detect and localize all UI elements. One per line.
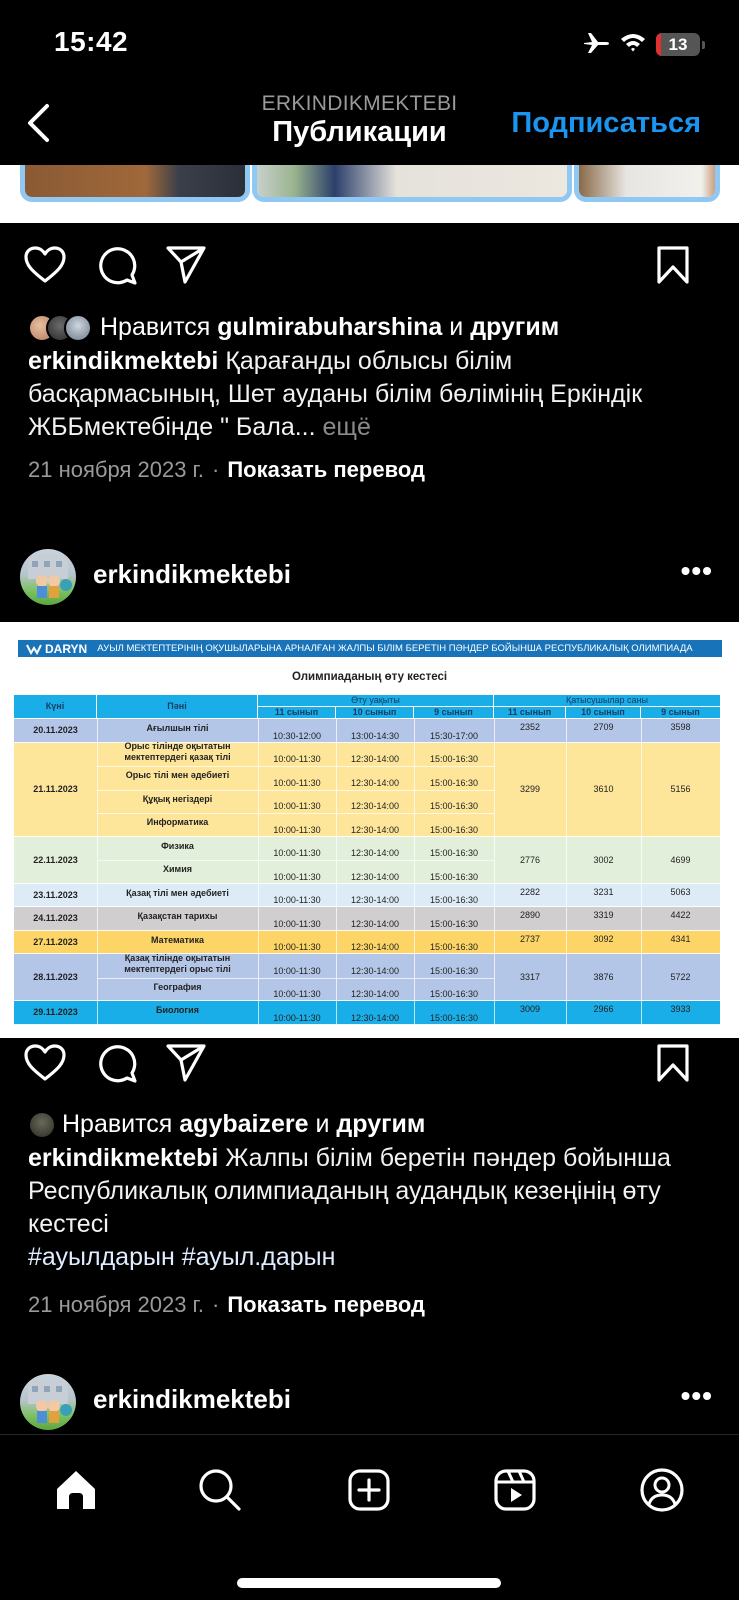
row-divider	[14, 1024, 720, 1025]
save-button[interactable]	[650, 1040, 696, 1086]
bottom-tab-bar	[0, 1434, 739, 1600]
like-button[interactable]	[22, 1040, 68, 1086]
row-divider	[97, 860, 494, 861]
cell-count-10: 3002	[593, 854, 614, 865]
header-count-10: 10 сынып	[566, 707, 641, 719]
cell-time-9: 15:00-16:30	[429, 871, 479, 882]
profile-icon	[640, 1468, 684, 1512]
cell-subject: Құқық негіздері	[142, 793, 213, 804]
heart-icon	[24, 246, 66, 284]
cell-time-9: 15:00-16:30	[429, 918, 479, 929]
cell-time-11: 10:00-11:30	[273, 848, 321, 858]
cell-time-11: 10:00-11:30	[273, 989, 321, 999]
cell-count-10: 3231	[593, 886, 614, 897]
post-caption	[28, 1142, 708, 1274]
bookmark-icon	[656, 1043, 690, 1083]
cell-count-11: 2282	[519, 886, 541, 897]
liker-avatars	[28, 1111, 46, 1139]
post-date: 21 ноября 2023 г.	[28, 457, 204, 482]
status-time: 15:42	[54, 26, 129, 57]
cell-count-10: 3610	[593, 784, 614, 794]
likes-line[interactable]	[28, 1110, 425, 1139]
cell-time-11: 10:30-12:00	[272, 730, 322, 741]
header-time-9: 9 сынып	[414, 707, 494, 719]
cell-time-9: 15:00-16:30	[429, 801, 479, 811]
table-title: Олимпиаданың өту кестесі	[291, 671, 448, 683]
comment-button[interactable]	[95, 242, 141, 288]
header-count-9: 9 сынып	[641, 707, 720, 719]
avatar[interactable]	[20, 549, 76, 605]
cell-subject: География	[153, 981, 202, 992]
liker-avatars	[28, 314, 82, 342]
cell-count-11: 2890	[519, 910, 541, 921]
cell-count-9: 4341	[670, 933, 691, 944]
cell-time-9: 15:00-16:30	[429, 754, 479, 764]
post-username[interactable]: erkindikmektebi	[93, 1384, 291, 1414]
photo-thumbnail	[20, 165, 250, 202]
share-icon	[165, 245, 207, 285]
cell-count-11: 2737	[519, 933, 541, 944]
more-options-button[interactable]: •••	[680, 1380, 713, 1411]
cell-time-9: 15:00-16:30	[429, 965, 479, 976]
post-header	[0, 1370, 739, 1434]
separator: ·	[212, 457, 220, 482]
likes-others[interactable]: другим	[336, 1110, 426, 1138]
more-options-button[interactable]: •••	[680, 555, 713, 586]
post-date: 21 ноября 2023 г.	[28, 1292, 204, 1317]
cell-count-9: 4699	[670, 854, 691, 865]
account-name: ERKINDIKMEKTEBI	[261, 92, 458, 115]
likes-and: и	[449, 313, 464, 341]
post-image-schedule[interactable]	[0, 622, 739, 1038]
home-icon	[55, 1469, 97, 1511]
cell-time-11: 10:00-11:30	[273, 801, 321, 811]
cell-time-11: 10:00-11:30	[273, 1012, 321, 1023]
row-divider	[97, 978, 494, 979]
daryn-banner	[18, 640, 722, 657]
post-caption	[28, 345, 708, 444]
reels-icon	[494, 1469, 536, 1511]
follow-button[interactable]: Подписаться	[511, 107, 701, 139]
comment-button[interactable]	[95, 1040, 141, 1086]
photo-thumbnail	[574, 165, 720, 202]
cell-time-10: 13:00-14:30	[350, 730, 400, 741]
cell-date: 27.11.2023	[33, 936, 78, 947]
avatar	[28, 1111, 56, 1139]
cell-count-10: 3319	[593, 910, 614, 921]
tab-reels[interactable]	[490, 1465, 540, 1515]
caption-username[interactable]: erkindikmektebi	[28, 1144, 219, 1172]
cell-date: 20.11.2023	[33, 725, 78, 736]
search-icon	[198, 1468, 242, 1512]
battery-nub	[702, 41, 705, 49]
post-meta	[28, 457, 425, 483]
cell-date: 21.11.2023	[33, 784, 78, 794]
status-icons	[582, 30, 705, 59]
avatar[interactable]	[20, 1374, 76, 1430]
cell-date: 29.11.2023	[33, 1007, 78, 1018]
column-divider	[97, 719, 98, 1025]
avatar	[64, 314, 92, 342]
cell-subject: Биология	[156, 1005, 199, 1016]
cell-time-10: 12:30-14:00	[350, 1012, 400, 1023]
cell-time-9: 15:00-16:30	[429, 989, 479, 999]
airplane-icon	[582, 30, 610, 59]
header-time-11: 11 сынып	[258, 707, 336, 719]
cell-subject: Орыс тілінде оқытатын мектептердегі қазақ тілі	[124, 741, 231, 763]
cell-date: 28.11.2023	[33, 972, 78, 982]
banner-text: АУЫЛ МЕКТЕПТЕРІНІҢ ОҚУШЫЛАРЫНА АРНАЛҒАН ЖАЛПЫ БІЛІМ БЕРЕТІН ПӘНДЕР БОЙЫНША РЕСПУБЛИКАЛЫҚ ОЛИМПИАДА	[97, 643, 693, 654]
logo-text: DARYN	[45, 641, 88, 656]
cell-time-9: 15:00-16:30	[429, 942, 479, 952]
caption-text: Жалпы білім беретін пәндер бойынша Республикалық олимпиаданың аудандық кезеңінің өту кестесі	[28, 1144, 671, 1238]
column-divider	[566, 719, 567, 1025]
translate-link[interactable]: Показать перевод	[227, 457, 425, 482]
cell-time-10: 12:30-14:00	[350, 918, 400, 929]
cell-subject: Информатика	[146, 817, 209, 828]
cell-count-9: 5722	[670, 972, 691, 982]
battery-level: 13	[668, 34, 688, 54]
header-count-group: Қатысушылар саны	[494, 695, 720, 707]
battery-indicator	[656, 33, 700, 56]
liker-username[interactable]: gulmirabuharshina	[217, 313, 443, 341]
cell-count-10: 3092	[593, 933, 614, 944]
save-button[interactable]	[650, 242, 696, 288]
header-subject: Пәні	[97, 695, 258, 719]
separator: ·	[212, 1292, 220, 1317]
cell-count-10: 3876	[593, 972, 614, 982]
column-divider	[494, 719, 495, 1025]
post-actions	[0, 242, 739, 292]
cell-subject: Химия	[163, 864, 192, 875]
cell-count-11: 3009	[519, 1004, 541, 1015]
column-divider	[414, 719, 415, 1025]
cell-count-11: 3299	[519, 784, 541, 794]
hashtags[interactable]: #ауылдарын #ауыл.дарын	[28, 1243, 336, 1271]
cell-count-9: 3933	[670, 1004, 691, 1015]
comment-icon	[98, 1043, 138, 1083]
cell-subject: Қазақ тілі мен әдебиеті	[126, 887, 229, 898]
comment-icon	[98, 245, 138, 285]
cell-time-10: 12:30-14:00	[350, 942, 400, 952]
cell-time-10: 12:30-14:00	[350, 824, 400, 835]
cell-date: 24.11.2023	[33, 913, 78, 924]
cell-date: 23.11.2023	[33, 889, 78, 900]
cell-subject: Физика	[161, 840, 194, 851]
cell-count-11: 3317	[519, 972, 541, 982]
wifi-icon	[620, 32, 646, 57]
cell-time-10: 12:30-14:00	[350, 965, 400, 976]
cell-date: 22.11.2023	[33, 854, 78, 865]
cell-time-9: 15:00-16:30	[429, 848, 479, 858]
row-divider	[97, 766, 494, 767]
cell-time-10: 12:30-14:00	[350, 989, 400, 999]
cell-count-11: 2352	[519, 722, 541, 733]
cell-time-11: 10:00-11:30	[273, 895, 321, 905]
cell-count-9: 3598	[670, 722, 691, 733]
page-title: Публикации	[272, 116, 447, 148]
cell-time-11: 10:00-11:30	[273, 777, 321, 788]
tab-home[interactable]	[51, 1465, 101, 1515]
likes-and: и	[315, 1110, 330, 1138]
status-bar	[0, 0, 739, 80]
post-header	[0, 545, 739, 609]
cell-subject: Орыс тілі мен әдебиеті	[125, 770, 230, 781]
header-count-11: 11 сынып	[494, 707, 566, 719]
likes-line[interactable]	[28, 313, 559, 342]
header-time-group: Өту уақыты	[258, 695, 494, 707]
cell-time-9: 15:00-16:30	[429, 777, 479, 788]
heart-icon	[24, 1044, 66, 1082]
post-actions	[0, 1040, 739, 1090]
row-divider	[97, 813, 494, 814]
cell-time-9: 15:00-16:30	[429, 1012, 479, 1023]
share-button[interactable]	[163, 1040, 209, 1086]
cell-subject: Қазақстан тарихы	[137, 911, 218, 922]
cell-count-9: 5156	[670, 784, 691, 794]
cell-time-11: 10:00-11:30	[273, 965, 321, 976]
header-day: Күні	[14, 695, 97, 719]
cell-count-9: 4422	[670, 910, 691, 921]
cell-time-10: 12:30-14:00	[350, 754, 400, 764]
cell-time-10: 12:30-14:00	[350, 777, 400, 788]
caption-username[interactable]: erkindikmektebi	[28, 347, 219, 375]
cell-time-10: 12:30-14:00	[350, 871, 400, 882]
row-divider	[97, 790, 494, 791]
share-icon	[165, 1043, 207, 1083]
translate-link[interactable]: Показать перевод	[227, 1292, 425, 1317]
cell-time-11: 10:00-11:30	[273, 942, 321, 952]
post-meta	[28, 1292, 425, 1318]
post-username[interactable]: erkindikmektebi	[93, 559, 291, 589]
cell-time-11: 10:00-11:30	[273, 871, 321, 882]
column-divider	[258, 719, 259, 1025]
cell-time-10: 12:30-14:00	[350, 895, 400, 905]
cell-time-9: 15:30-17:00	[429, 730, 479, 741]
likes-prefix: Нравится	[100, 313, 211, 341]
likes-prefix: Нравится	[62, 1110, 173, 1138]
cell-time-9: 15:00-16:30	[429, 824, 479, 835]
cell-time-10: 12:30-14:00	[350, 848, 400, 858]
tab-create[interactable]	[344, 1465, 394, 1515]
cell-subject: Ағылшын тілі	[146, 723, 209, 734]
cell-subject: Қазақ тілінде оқытатын мектептердегі орыс тілі	[124, 952, 231, 974]
daryn-logo	[26, 642, 87, 656]
more-link[interactable]: ещё	[322, 413, 371, 441]
home-indicator[interactable]	[237, 1578, 501, 1588]
like-button[interactable]	[22, 242, 68, 288]
photo-thumbnail	[252, 165, 572, 202]
cell-subject: Математика	[151, 934, 204, 945]
cell-count-10: 2966	[593, 1004, 614, 1015]
liker-username[interactable]: agybaizere	[179, 1110, 309, 1138]
cell-time-11: 10:00-11:30	[273, 824, 321, 835]
cell-count-9: 5063	[670, 886, 691, 897]
nav-header	[0, 80, 739, 165]
share-button[interactable]	[163, 242, 209, 288]
column-divider	[641, 719, 642, 1025]
column-divider	[336, 719, 337, 1025]
cell-time-9: 15:00-16:30	[429, 895, 479, 905]
cell-count-10: 2709	[593, 722, 614, 733]
cell-count-11: 2776	[519, 854, 541, 865]
likes-others[interactable]: другим	[470, 313, 560, 341]
header-time-10: 10 сынып	[336, 707, 414, 719]
cell-time-10: 12:30-14:00	[350, 801, 400, 811]
create-icon	[348, 1469, 390, 1511]
previous-post-image[interactable]	[0, 165, 739, 223]
cell-time-11: 10:00-11:30	[273, 918, 321, 929]
tab-profile[interactable]	[637, 1465, 687, 1515]
tab-search[interactable]	[195, 1465, 245, 1515]
cell-time-11: 10:00-11:30	[273, 754, 321, 764]
bookmark-icon	[656, 245, 690, 285]
caption-text: Қарағанды облысы білім басқармасының, Шет ауданы білім бөлімінің Еркіндік ЖББмектебінде " Бала...	[28, 347, 643, 441]
